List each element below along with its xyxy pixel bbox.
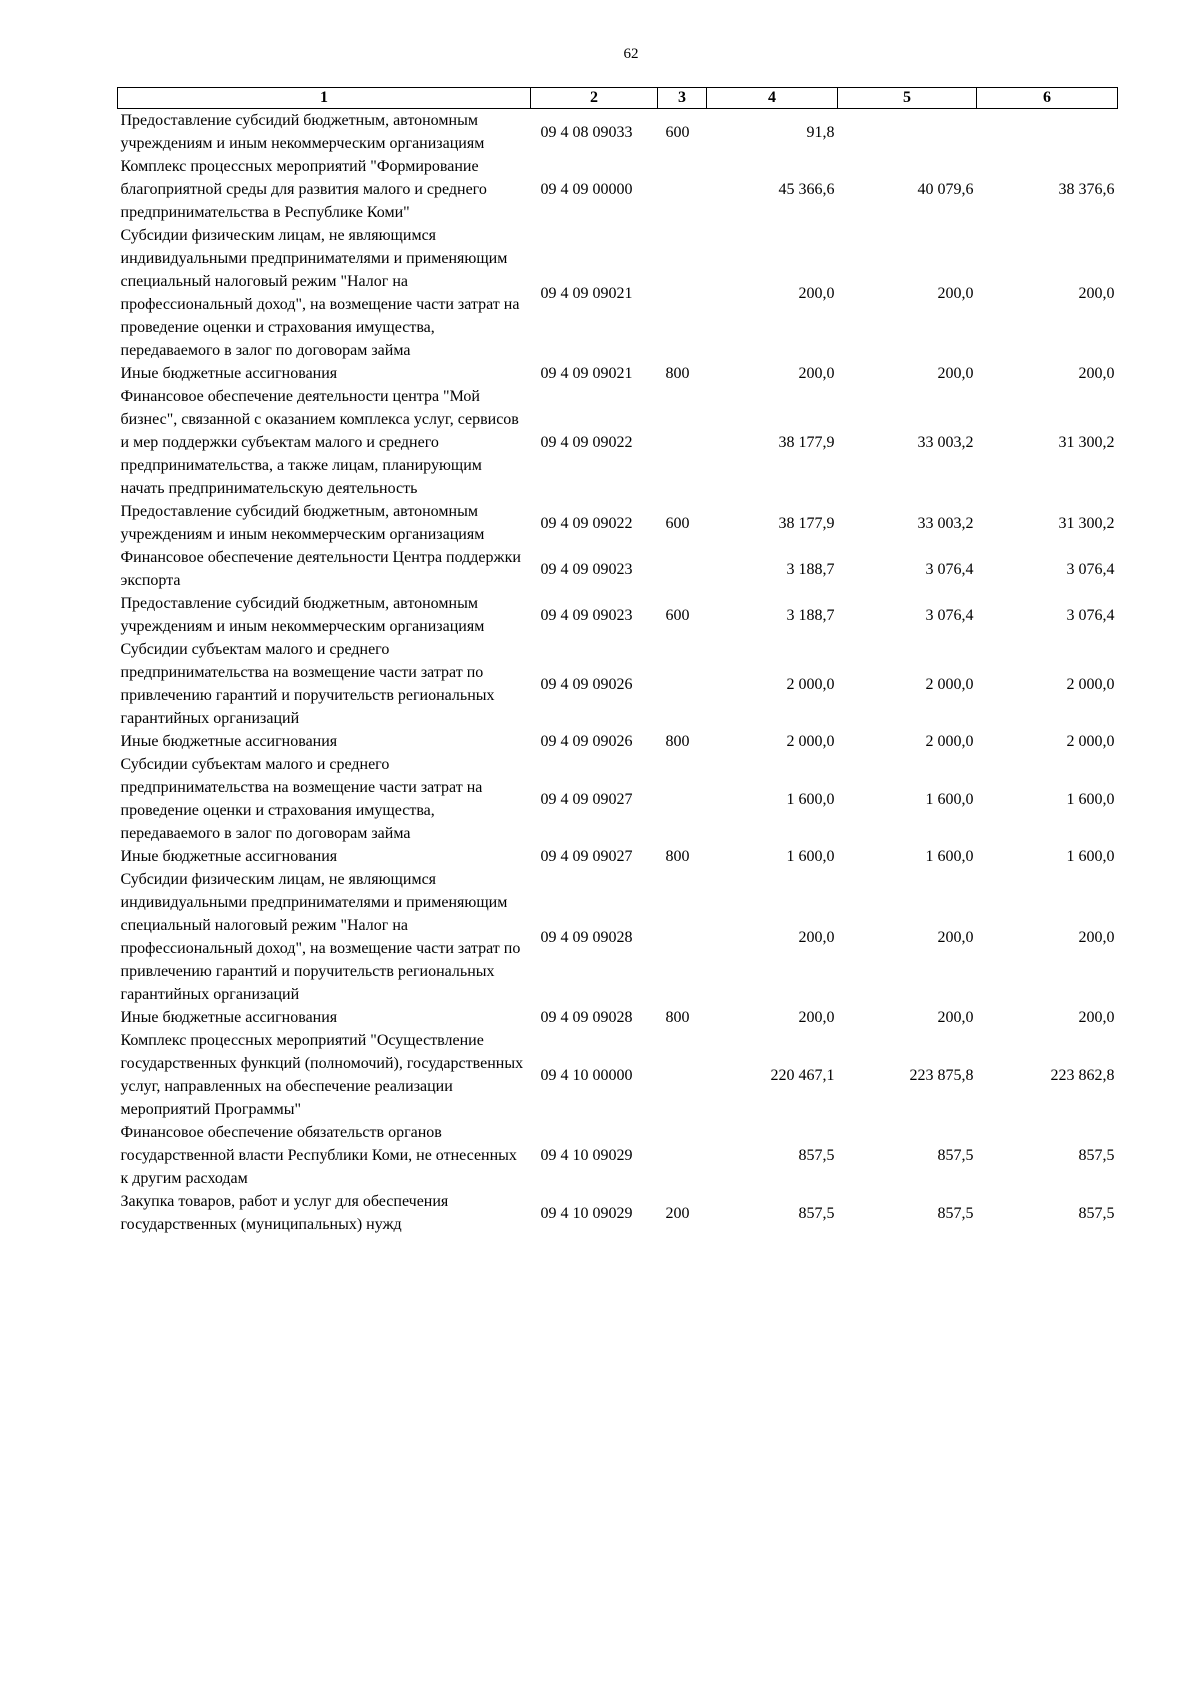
row-code: 09 4 09 09023 <box>540 560 633 578</box>
row-value-2: 200,0 <box>937 365 974 382</box>
table-row <box>118 109 1118 156</box>
row-value-2: 857,5 <box>937 1147 974 1164</box>
row-value-1: 200,0 <box>798 284 835 302</box>
row-name: Финансовое обеспечение обязательств органов государственной власти Республики Коми, не отнесенных к другим расходам <box>120 1124 517 1187</box>
row-value-1: 200,0 <box>798 365 835 382</box>
row-kvr <box>658 1029 707 1121</box>
row-name: Предоставление субсидий бюджетным, автономным учреждениям и иным некоммерческим организациям <box>120 595 485 635</box>
row-value-3: 38 376,6 <box>1058 181 1115 198</box>
column-header: 1 <box>118 88 531 109</box>
row-value-2: 2 000,0 <box>925 733 974 750</box>
table-body <box>118 109 1118 1237</box>
table-row <box>118 362 1118 385</box>
row-value-1: 3 188,7 <box>786 560 835 578</box>
row-kvr <box>658 638 707 730</box>
row-name: Закупка товаров, работ и услуг для обеспечения государственных (муниципальных) нужд <box>120 1193 449 1233</box>
row-value-2: 200,0 <box>937 928 974 946</box>
row-name: Иные бюджетные ассигнования <box>120 365 338 382</box>
row-code: 09 4 09 09028 <box>540 1009 633 1026</box>
row-value-3: 200,0 <box>1078 1009 1115 1026</box>
row-value-1: 45 366,6 <box>778 181 835 198</box>
row-kvr <box>658 155 707 224</box>
row-name: Комплекс процессных мероприятий "Формирование благоприятной среды для развития малого и среднего предпринимательства в Республике Коми" <box>120 158 487 221</box>
row-value-3: 857,5 <box>1078 1204 1115 1222</box>
row-value-2: 857,5 <box>937 1204 974 1222</box>
row-name: Субсидии субъектам малого и среднего предпринимательства на возмещение части затрат по привлечению гарантий и поручительств региональных гарантийных организаций <box>120 641 495 727</box>
row-kvr <box>658 1121 707 1190</box>
column-header: 4 <box>707 88 838 109</box>
row-name: Комплекс процессных мероприятий "Осуществление государственных функций (полномочий), государственных услуг, направленных на обеспечение реализации мероприятий Программы" <box>120 1032 524 1118</box>
row-value-1: 200,0 <box>798 1009 835 1026</box>
row-value-3: 1 600,0 <box>1066 790 1115 808</box>
row-value-1: 1 600,0 <box>786 790 835 808</box>
column-header: 3 <box>658 88 707 109</box>
table-row <box>118 1029 1118 1121</box>
row-kvr <box>658 224 707 362</box>
table-header <box>118 88 1118 109</box>
row-name: Предоставление субсидий бюджетным, автономным учреждениям и иным некоммерческим организациям <box>120 112 485 152</box>
table-row <box>118 546 1118 592</box>
row-value-2: 2 000,0 <box>925 675 974 693</box>
table-row <box>118 868 1118 1006</box>
row-value-2: 33 003,2 <box>917 434 974 451</box>
row-code: 09 4 09 09027 <box>540 790 633 808</box>
row-value-1: 2 000,0 <box>786 733 835 750</box>
row-code: 09 4 10 09029 <box>540 1204 633 1222</box>
row-kvr <box>658 868 707 1006</box>
row-code: 09 4 10 09029 <box>540 1147 633 1164</box>
row-code: 09 4 09 09021 <box>540 284 633 302</box>
row-kvr: 800 <box>665 848 690 865</box>
row-code: 09 4 10 00000 <box>540 1066 633 1084</box>
row-value-3: 2 000,0 <box>1066 733 1115 750</box>
row-value-2: 1 600,0 <box>925 790 974 808</box>
row-code: 09 4 09 09022 <box>540 514 633 532</box>
row-value-3 <box>977 109 1118 156</box>
row-value-3: 200,0 <box>1078 928 1115 946</box>
row-kvr: 600 <box>665 606 690 624</box>
row-name: Финансовое обеспечение деятельности центра "Мой бизнес", связанной с оказанием комплекса услуг, сервисов и мер поддержки субъектам малого и среднего предпринимательства, а также лицам, планирующим начать предпринимательскую деятельность <box>120 388 519 497</box>
row-value-1: 200,0 <box>798 928 835 946</box>
row-kvr <box>658 546 707 592</box>
row-value-2: 200,0 <box>937 1009 974 1026</box>
row-code: 09 4 09 09027 <box>540 848 633 865</box>
row-value-1: 220 467,1 <box>770 1066 835 1084</box>
table-row <box>118 638 1118 730</box>
row-value-3: 1 600,0 <box>1066 848 1115 865</box>
table-row <box>118 730 1118 753</box>
row-kvr: 200 <box>665 1204 690 1222</box>
row-value-2 <box>838 109 977 156</box>
row-value-3: 3 076,4 <box>1066 606 1115 624</box>
row-name: Иные бюджетные ассигнования <box>120 1009 338 1026</box>
row-value-3: 31 300,2 <box>1058 434 1115 451</box>
row-name: Предоставление субсидий бюджетным, автономным учреждениям и иным некоммерческим организациям <box>120 503 485 543</box>
header-row <box>118 88 1118 109</box>
row-code: 09 4 09 09026 <box>540 733 633 750</box>
row-value-1: 857,5 <box>798 1204 835 1222</box>
row-value-3: 200,0 <box>1078 284 1115 302</box>
table-row <box>118 1190 1118 1236</box>
row-value-2: 3 076,4 <box>925 560 974 578</box>
row-value-3: 31 300,2 <box>1058 514 1115 532</box>
column-header: 6 <box>977 88 1118 109</box>
row-code: 09 4 08 09033 <box>540 123 633 141</box>
row-value-1: 38 177,9 <box>778 434 835 451</box>
row-code: 09 4 09 09026 <box>540 675 633 693</box>
row-kvr: 600 <box>665 514 690 532</box>
row-value-1: 857,5 <box>798 1147 835 1164</box>
row-kvr <box>658 385 707 500</box>
table-row <box>118 155 1118 224</box>
budget-table <box>117 87 1118 1236</box>
table-row <box>118 845 1118 868</box>
table-row <box>118 500 1118 546</box>
row-value-1: 2 000,0 <box>786 675 835 693</box>
row-value-2: 33 003,2 <box>917 514 974 532</box>
row-code: 09 4 09 09021 <box>540 365 633 382</box>
row-code: 09 4 09 09028 <box>540 928 633 946</box>
row-code: 09 4 09 00000 <box>540 181 633 198</box>
row-value-3: 2 000,0 <box>1066 675 1115 693</box>
row-value-1: 91,8 <box>806 123 835 141</box>
row-kvr: 800 <box>665 365 690 382</box>
row-name: Иные бюджетные ассигнования <box>120 848 338 865</box>
column-header: 5 <box>838 88 977 109</box>
table-row <box>118 224 1118 362</box>
row-value-2: 1 600,0 <box>925 848 974 865</box>
row-kvr <box>658 753 707 845</box>
row-value-2: 3 076,4 <box>925 606 974 624</box>
row-code: 09 4 09 09023 <box>540 606 633 624</box>
row-value-1: 1 600,0 <box>786 848 835 865</box>
row-value-3: 857,5 <box>1078 1147 1115 1164</box>
table-row <box>118 1006 1118 1029</box>
row-value-1: 38 177,9 <box>778 514 835 532</box>
row-name: Иные бюджетные ассигнования <box>120 733 338 750</box>
row-name: Субсидии физическим лицам, не являющимся индивидуальными предпринимателями и применяющим специальный налоговый режим "Налог на профессиональный доход", на возмещение части затрат на проведение оценки и страхования имущества, передаваемого в залог по договорам займа <box>120 227 520 359</box>
table-row <box>118 753 1118 845</box>
table-row <box>118 385 1118 500</box>
row-name: Финансовое обеспечение деятельности Центра поддержки экспорта <box>120 549 521 589</box>
row-value-3: 223 862,8 <box>1050 1066 1115 1084</box>
row-name: Субсидии физическим лицам, не являющимся индивидуальными предпринимателями и применяющим специальный налоговый режим "Налог на профессиональный доход", на возмещение части затрат по привлечению гарантий и поручительств региональных гарантийных организаций <box>120 871 521 1003</box>
table-row <box>118 592 1118 638</box>
row-value-1: 3 188,7 <box>786 606 835 624</box>
row-value-3: 200,0 <box>1078 365 1115 382</box>
row-value-2: 40 079,6 <box>917 181 974 198</box>
row-kvr: 800 <box>665 1009 690 1026</box>
row-name: Субсидии субъектам малого и среднего предпринимательства на возмещение части затрат на проведение оценки и страхования имущества, передаваемого в залог по договорам займа <box>120 756 483 842</box>
row-code: 09 4 09 09022 <box>540 434 633 451</box>
row-value-3: 3 076,4 <box>1066 560 1115 578</box>
row-kvr: 600 <box>665 123 690 141</box>
row-kvr: 800 <box>665 733 690 750</box>
table-row <box>118 1121 1118 1190</box>
row-value-2: 200,0 <box>937 284 974 302</box>
row-value-2: 223 875,8 <box>909 1066 974 1084</box>
page-number: 62 <box>623 46 639 62</box>
column-header: 2 <box>531 88 658 109</box>
